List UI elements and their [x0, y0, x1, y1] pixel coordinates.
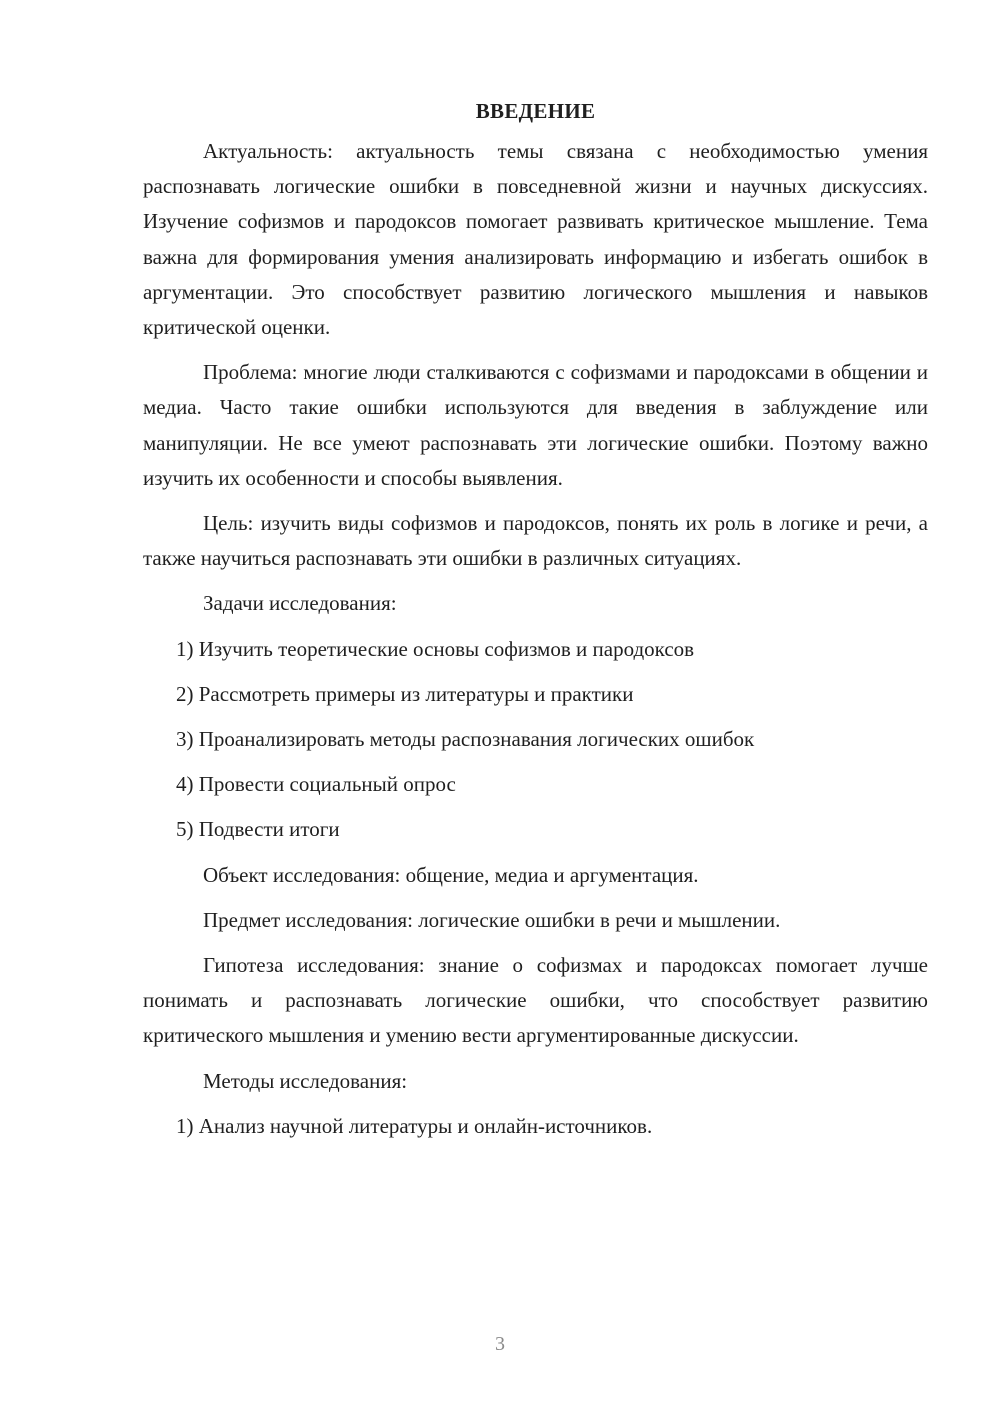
list-item: 3) Проанализировать методы распознавания логических ошибок: [176, 727, 755, 752]
tasks-heading: Задачи исследования:: [203, 591, 397, 616]
list-item: 1) Изучить теоретические основы софизмов и пародоксов: [176, 636, 695, 661]
list-item: 1) Анализ научной литературы и онлайн-источников.: [176, 1113, 653, 1138]
list-item: 4) Провести социальный опрос: [176, 772, 456, 797]
document-page: [143, 96, 928, 1154]
subject-line: Предмет исследования: логические ошибки в речи и мышлении.: [203, 907, 781, 932]
hypothesis-paragraph: Гипотеза исследования: знание о софизмах и пародоксах помогает лучше понимать и распознавать логические ошибки, что способствует развитию критического мышления и умению вести аргументированные дискуссии.: [143, 953, 928, 1048]
goal-paragraph: Цель: изучить виды софизмов и пародоксов, понять их роль в логике и речи, а также научиться распознавать эти ошибки в различных ситуациях.: [143, 511, 928, 571]
object-line: Объект исследования: общение, медиа и аргументация.: [203, 862, 699, 887]
list-item: 5) Подвести итоги: [176, 817, 340, 842]
relevance-paragraph: Актуальность: актуальность темы связана с необходимостью умения распознавать логические ошибки в повседневной жизни и научных дискуссиях. Изучение софизмов и пародоксов помогает развивать критическое мышление. Тема важна для формирования умения анализировать информацию и избегать ошибок в аргументации. Это способствует развитию логического мышления и навыков критической оценки.: [143, 139, 928, 340]
methods-list: [143, 1109, 928, 1144]
page-number: 3: [495, 1333, 505, 1355]
section-title: ВВЕДЕНИЕ: [475, 99, 596, 123]
tasks-list: [143, 632, 928, 848]
problem-paragraph: Проблема: многие люди сталкиваются с софизмами и пародоксами в общении и медиа. Часто такие ошибки используются для введения в заблуждение или манипуляции. Не все умеют распознавать эти логические ошибки. Поэтому важно изучить их особенности и способы выявления.: [143, 360, 928, 490]
methods-heading: Методы исследования:: [203, 1068, 408, 1093]
list-item: 2) Рассмотреть примеры из литературы и практики: [176, 681, 634, 706]
